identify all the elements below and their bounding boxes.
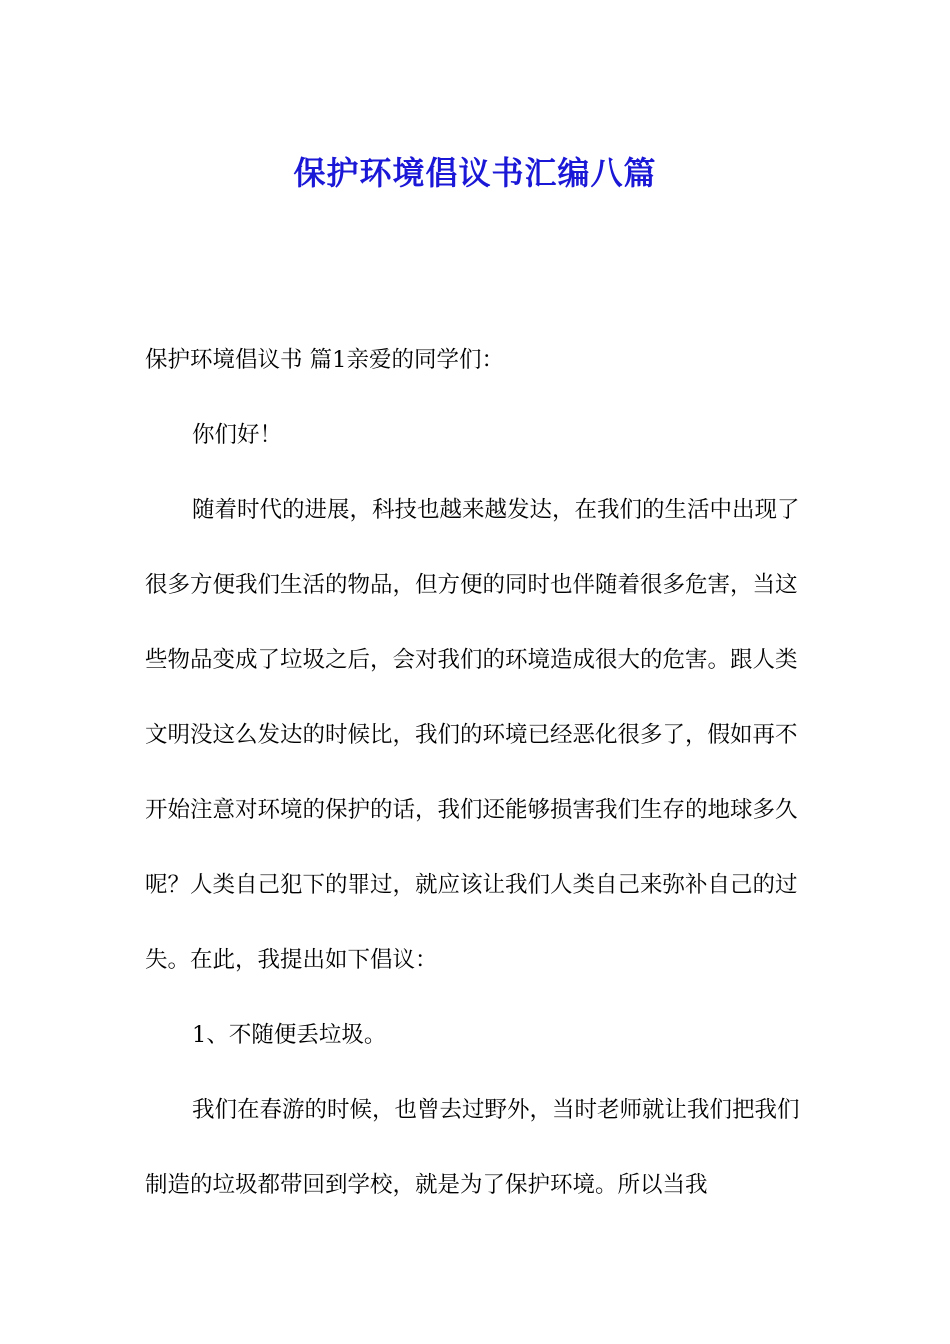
intro-paragraph: 随着时代的进展，科技也越来越发达，在我们的生活中出现了很多方便我们生活的物品，但方便的同时也伴随着很多危害，当这些物品变成了垃圾之后，会对我们的环境造成很大的危害。跟人类文明没这么发达的时候比，我们的环境已经恶化很多了，假如再不开始注意对环境的保护的话，我们还能够损害我们生存的地球多久呢？人类自己犯下的罪过，就应该让我们人类自己来弥补自己的过失。在此，我提出如下倡议：: [145, 497, 800, 973]
letter-heading: 保护环境倡议书 篇1亲爱的同学们：: [145, 347, 504, 373]
proposal-item-1: 1、不随便丢垃圾。: [192, 1022, 387, 1048]
document-body: [145, 398, 805, 1223]
proposal-paragraph: 我们在春游的时候，也曾去过野外，当时老师就让我们把我们制造的垃圾都带回到学校，就是为了保护环境。所以当我: [145, 1097, 800, 1198]
greeting-paragraph: 你们好！: [192, 422, 283, 448]
document-title: 保护环境倡议书汇编八篇: [293, 154, 657, 193]
